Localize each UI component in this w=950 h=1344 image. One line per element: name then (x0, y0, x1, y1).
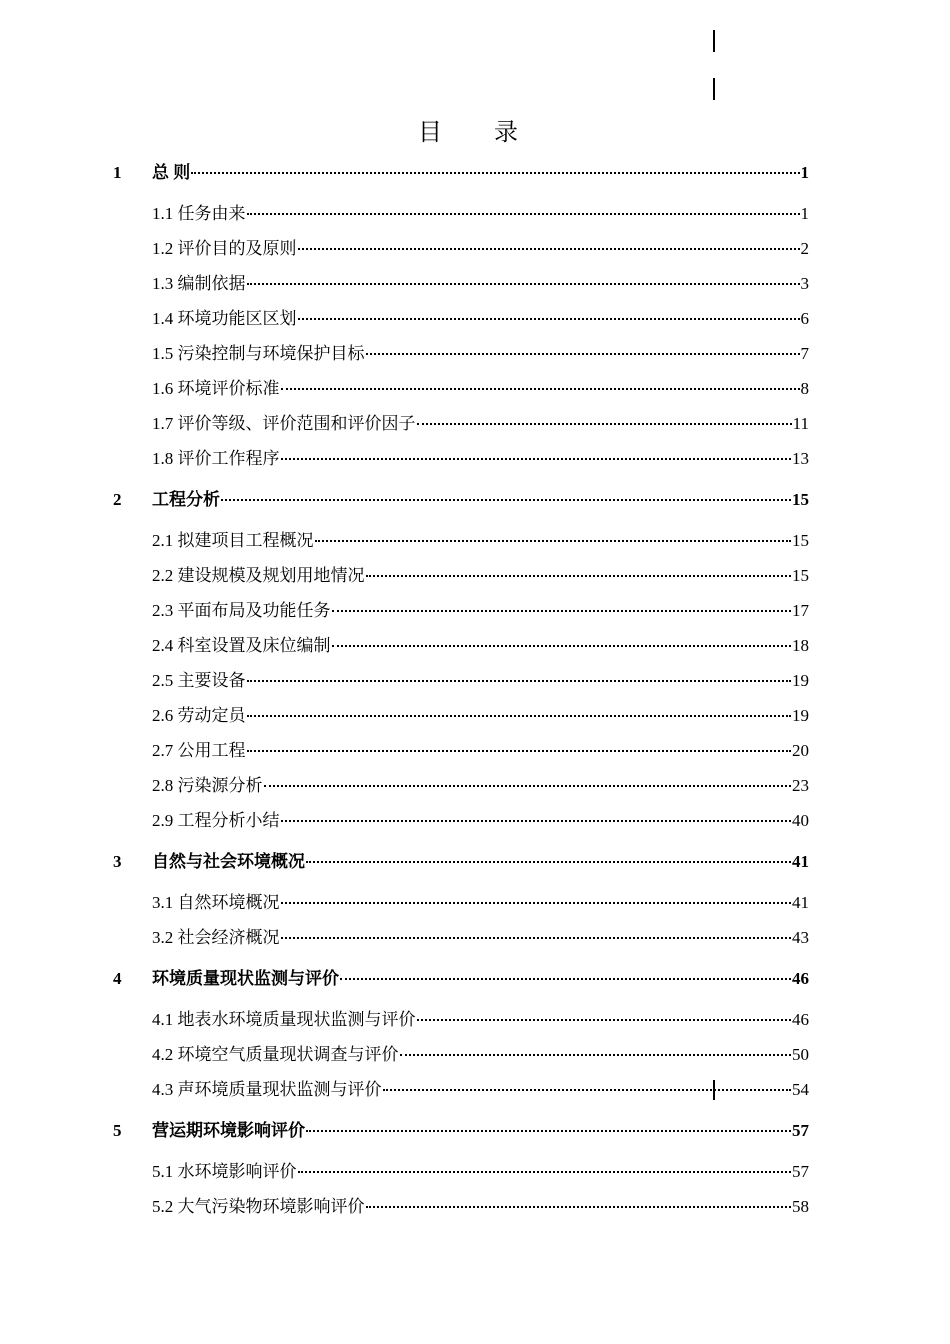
toc-entry (152, 160, 809, 186)
toc-section-row[interactable] (0, 738, 950, 764)
toc-dot-leader (417, 1019, 792, 1021)
page-title: 目 录 (418, 120, 532, 146)
toc-entry (152, 271, 809, 297)
toc-section-row[interactable] (0, 446, 950, 472)
toc-dot-leader (366, 1206, 792, 1208)
toc-entry-label: 工程分析 (152, 490, 220, 509)
toc-chapter-row[interactable] (0, 849, 950, 875)
toc-entry-label: 1.5 污染控制与环境保护目标 (152, 344, 365, 363)
toc-entry-label: 1.2 评价目的及原则 (152, 239, 297, 258)
toc-section-row[interactable] (0, 1159, 950, 1185)
toc-page-number: 23 (792, 776, 809, 795)
toc-chapter-row[interactable] (0, 1118, 950, 1144)
toc-entry (152, 598, 809, 624)
toc-section-row[interactable] (0, 1194, 950, 1220)
toc-section-row[interactable] (0, 271, 950, 297)
toc-dot-leader (366, 575, 792, 577)
toc-chapter-number: 2 (113, 490, 122, 509)
toc-section-row[interactable] (0, 236, 950, 262)
toc-page-number: 1 (800, 204, 809, 223)
toc-entry (152, 306, 809, 332)
toc-section-row[interactable] (0, 1077, 950, 1103)
toc-page-number: 13 (792, 449, 809, 468)
toc-entry (152, 236, 809, 262)
toc-page-number: 7 (800, 344, 809, 363)
toc-dot-leader (340, 978, 791, 980)
toc-entry-label: 2.7 公用工程 (152, 741, 246, 760)
toc-section-row[interactable] (0, 1042, 950, 1068)
toc-entry-label: 2.2 建设规模及规划用地情况 (152, 566, 365, 585)
toc-entry (152, 890, 809, 916)
toc-page-number: 20 (792, 741, 809, 760)
toc-section-row[interactable] (0, 1007, 950, 1033)
toc-dot-leader (366, 353, 800, 355)
toc-entry (152, 1194, 809, 1220)
toc-entry (152, 773, 809, 799)
toc-entry-label: 3.2 社会经济概况 (152, 928, 280, 947)
toc-entry-label: 2.4 科室设置及床位编制 (152, 636, 331, 655)
toc-entry-label: 营运期环境影响评价 (152, 1121, 305, 1140)
toc-entry (152, 487, 809, 513)
toc-dot-leader (247, 715, 792, 717)
toc-dot-leader (247, 283, 800, 285)
toc-entry-label: 4.1 地表水环境质量现状监测与评价 (152, 1010, 416, 1029)
toc-dot-leader (247, 680, 792, 682)
toc-page-number: 50 (792, 1045, 809, 1064)
toc-dot-leader (221, 499, 791, 501)
toc-section-row[interactable] (0, 563, 950, 589)
toc-dot-leader (298, 248, 800, 250)
toc-page-number: 18 (792, 636, 809, 655)
toc-section-row[interactable] (0, 773, 950, 799)
toc-page-number: 58 (792, 1197, 809, 1216)
toc-dot-leader (332, 610, 792, 612)
toc-entry (152, 1118, 809, 1144)
toc-entry (152, 1159, 809, 1185)
toc-page-number: 57 (792, 1121, 809, 1140)
toc-page-number: 8 (800, 379, 809, 398)
toc-chapter-row[interactable] (0, 487, 950, 513)
toc-dot-leader (298, 1171, 792, 1173)
cursor-mark-second (713, 78, 715, 100)
toc-dot-leader (298, 318, 800, 320)
toc-entry-label: 3.1 自然环境概况 (152, 893, 280, 912)
toc-chapter-row[interactable] (0, 160, 950, 186)
toc-dot-leader (281, 388, 800, 390)
toc-section-row[interactable] (0, 633, 950, 659)
toc-chapter-number: 1 (113, 163, 122, 182)
toc-section-row[interactable] (0, 201, 950, 227)
cursor-mark-top (713, 30, 715, 52)
toc-dot-leader (247, 750, 792, 752)
toc-entry-label: 1.3 编制依据 (152, 274, 246, 293)
toc-dot-leader (281, 937, 792, 939)
toc-entry (152, 1077, 809, 1103)
toc-entry (152, 201, 809, 227)
toc-entry (152, 966, 809, 992)
toc-dot-leader (191, 172, 799, 174)
toc-entry-label: 5.1 水环境影响评价 (152, 1162, 297, 1181)
toc-entry (152, 633, 809, 659)
toc-section-row[interactable] (0, 598, 950, 624)
toc-section-row[interactable] (0, 411, 950, 437)
toc-section-row[interactable] (0, 668, 950, 694)
toc-entry (152, 738, 809, 764)
toc-dot-leader (281, 458, 792, 460)
toc-entry (152, 808, 809, 834)
toc-page-number: 19 (792, 706, 809, 725)
toc-page-number: 11 (792, 414, 809, 433)
toc-entry (152, 341, 809, 367)
toc-chapter-row[interactable] (0, 966, 950, 992)
toc-entry-label: 2.5 主要设备 (152, 671, 246, 690)
toc-dot-leader (264, 785, 792, 787)
toc-entry (152, 446, 809, 472)
toc-page-number: 46 (792, 969, 809, 988)
toc-entry (152, 563, 809, 589)
toc-entry-label: 2.1 拟建项目工程概况 (152, 531, 314, 550)
toc-entry-label: 2.3 平面布局及功能任务 (152, 601, 331, 620)
toc-dot-leader (247, 213, 800, 215)
toc-dot-leader (417, 423, 792, 425)
toc-page-number: 2 (800, 239, 809, 258)
toc-dot-leader (306, 1130, 791, 1132)
toc-chapter-number: 5 (113, 1121, 122, 1140)
toc-dot-leader (315, 540, 792, 542)
toc-dot-leader (281, 902, 792, 904)
toc-page-number: 17 (792, 601, 809, 620)
toc-section-row[interactable] (0, 306, 950, 332)
toc-entry-label: 1.7 评价等级、评价范围和评价因子 (152, 414, 416, 433)
toc-entry-label: 1.8 评价工作程序 (152, 449, 280, 468)
toc-entry (152, 703, 809, 729)
toc-entry-label: 5.2 大气污染物环境影响评价 (152, 1197, 365, 1216)
toc-section-row[interactable] (0, 890, 950, 916)
toc-dot-leader (332, 645, 792, 647)
toc-dot-leader (281, 820, 792, 822)
toc-page-number: 41 (792, 893, 809, 912)
toc-page-number: 15 (792, 490, 809, 509)
toc-entry (152, 411, 809, 437)
toc-entry (152, 1007, 809, 1033)
toc-page-number: 41 (792, 852, 809, 871)
toc-dot-leader (306, 861, 791, 863)
toc-dot-leader (383, 1089, 792, 1091)
toc-section-row[interactable] (0, 376, 950, 402)
toc-section-row[interactable] (0, 341, 950, 367)
toc-section-row[interactable] (0, 925, 950, 951)
toc-chapter-number: 3 (113, 852, 122, 871)
toc-page-number: 57 (792, 1162, 809, 1181)
toc-entry (152, 528, 809, 554)
toc-page-number: 15 (792, 566, 809, 585)
toc-entry-label: 2.6 劳动定员 (152, 706, 246, 725)
toc-entry-label: 1.4 环境功能区区划 (152, 309, 297, 328)
toc-page-number: 6 (800, 309, 809, 328)
toc-entry-label: 总 则 (152, 163, 191, 182)
toc-chapter-number: 4 (113, 969, 122, 988)
toc-entry (152, 849, 809, 875)
toc-page-number: 15 (792, 531, 809, 550)
toc-page-number: 3 (800, 274, 809, 293)
toc-entry-label: 1.6 环境评价标准 (152, 379, 280, 398)
toc-page-number: 46 (792, 1010, 809, 1029)
toc-entry (152, 668, 809, 694)
toc-entry-label: 1.1 任务由来 (152, 204, 246, 223)
toc-entry-label: 4.2 环境空气质量现状调查与评价 (152, 1045, 399, 1064)
toc-page-number: 43 (792, 928, 809, 947)
toc-page-number: 19 (792, 671, 809, 690)
toc-dot-leader (400, 1054, 792, 1056)
toc-entry (152, 925, 809, 951)
toc-entry-label: 4.3 声环境质量现状监测与评价 (152, 1080, 382, 1099)
toc-entry (152, 376, 809, 402)
toc-entry (152, 1042, 809, 1068)
toc-entry-label: 2.8 污染源分析 (152, 776, 263, 795)
toc-entry-label: 2.9 工程分析小结 (152, 811, 280, 830)
toc-section-row[interactable] (0, 528, 950, 554)
toc-entry-label: 环境质量现状监测与评价 (152, 969, 339, 988)
toc-page-number: 1 (800, 163, 809, 182)
toc-section-row[interactable] (0, 808, 950, 834)
toc-page-number: 40 (792, 811, 809, 830)
toc-section-row[interactable] (0, 703, 950, 729)
toc-entry-label: 自然与社会环境概况 (152, 852, 305, 871)
toc-page-number: 54 (792, 1080, 809, 1099)
